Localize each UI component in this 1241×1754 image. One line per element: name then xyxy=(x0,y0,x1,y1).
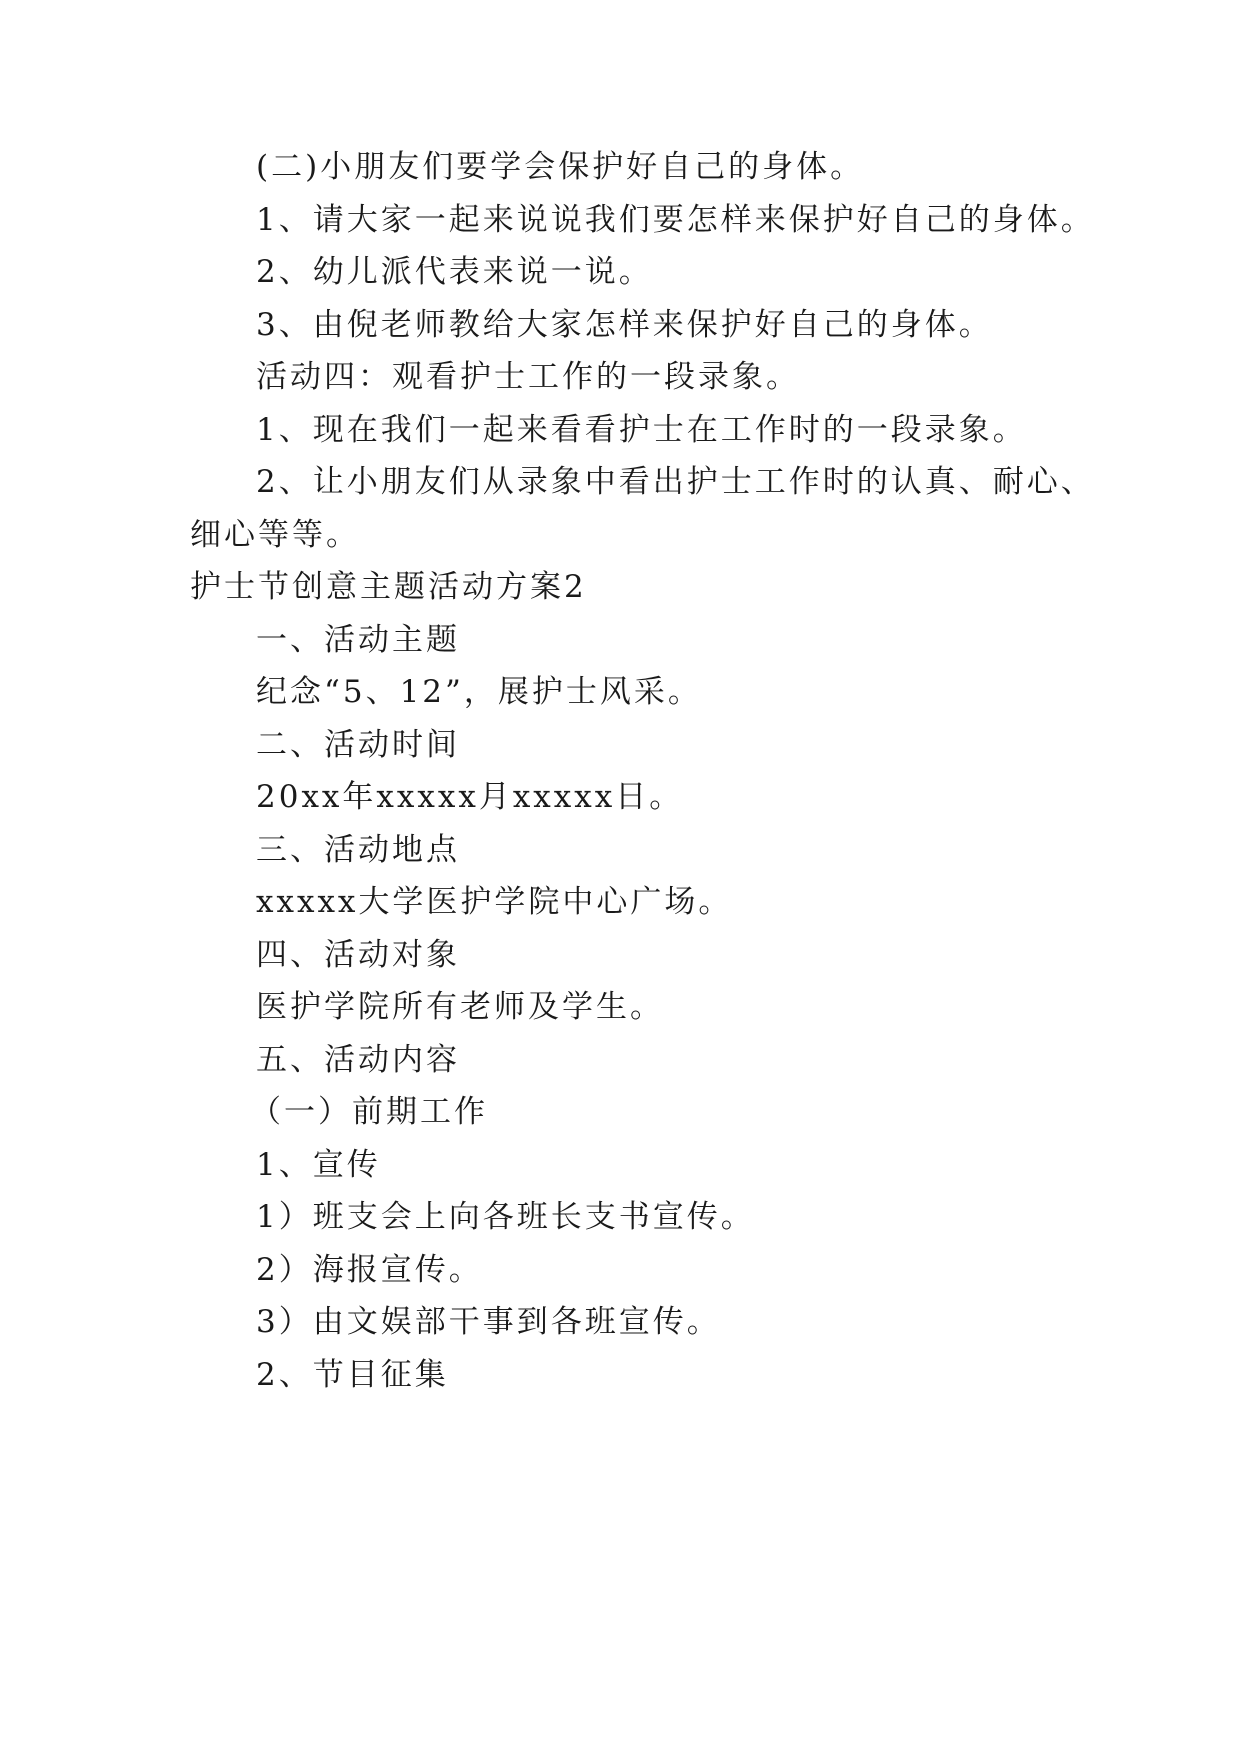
paragraph-line: 20xx年xxxxx月xxxxx日。 xyxy=(256,779,684,815)
paragraph-line: 医护学院所有老师及学生。 xyxy=(256,989,664,1025)
list-item: 3）由文娱部干事到各班宣传。 xyxy=(256,1304,721,1340)
list-item: 1、宣传 xyxy=(256,1147,381,1183)
list-item: 2、节目征集 xyxy=(256,1357,449,1393)
list-item: 2）海报宣传。 xyxy=(256,1252,483,1288)
paragraph-line: xxxxx大学医护学院中心广场。 xyxy=(256,884,733,920)
heading-line: 五、活动内容 xyxy=(256,1042,460,1078)
paragraph-line: 活动四：观看护士工作的一段录象。 xyxy=(256,359,800,395)
paragraph-line: 2、幼儿派代表来说一说。 xyxy=(256,254,653,290)
heading-line: 二、活动时间 xyxy=(256,727,460,763)
paragraph-line: 纪念“5、12”，展护士风采。 xyxy=(256,674,702,710)
heading-line: 一、活动主题 xyxy=(256,622,460,658)
section-title: 护士节创意主题活动方案2 xyxy=(190,569,587,605)
heading-line: 四、活动对象 xyxy=(256,937,460,973)
paragraph-line: 2、让小朋友们从录象中看出护士工作时的认真、耐心、 xyxy=(256,464,1095,500)
paragraph-line: 3、由倪老师教给大家怎样来保护好自己的身体。 xyxy=(256,307,993,343)
subheading-line: （一）前期工作 xyxy=(250,1094,488,1130)
heading-line: 三、活动地点 xyxy=(256,832,460,868)
paragraph-line: 1、请大家一起来说说我们要怎样来保护好自己的身体。 xyxy=(256,202,1095,238)
paragraph-line: 细心等等。 xyxy=(190,517,360,553)
paragraph-line: 1、现在我们一起来看看护士在工作时的一段录象。 xyxy=(256,412,1027,448)
paragraph-line: (二)小朋友们要学会保护好自己的身体。 xyxy=(256,149,865,185)
list-item: 1）班支会上向各班长支书宣传。 xyxy=(256,1199,755,1235)
